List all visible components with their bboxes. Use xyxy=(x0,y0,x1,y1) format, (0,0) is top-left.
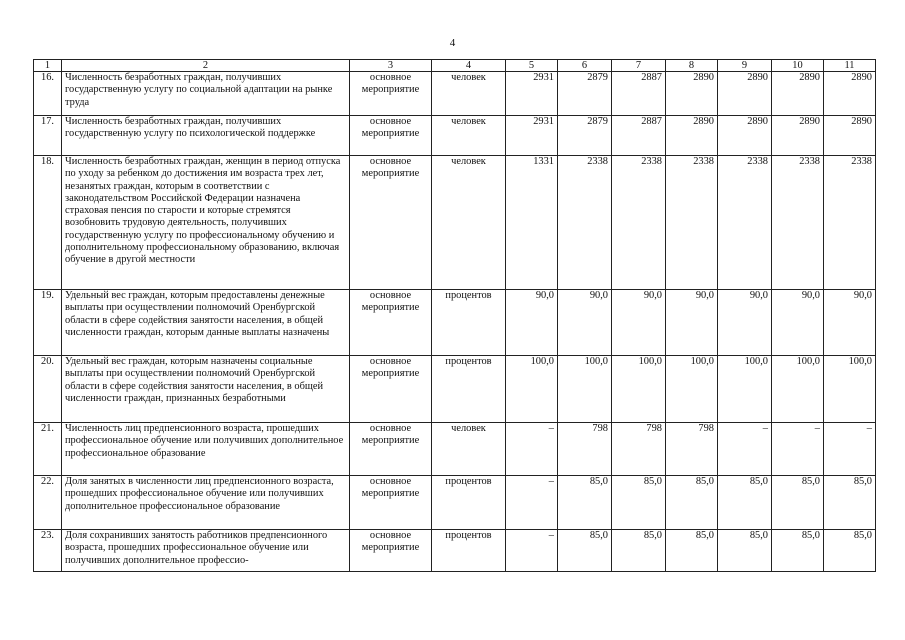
value-cell: 2890 xyxy=(824,72,876,116)
unit-of-measure: процентов xyxy=(432,530,506,572)
value-cell: 2887 xyxy=(612,72,666,116)
value-cell: 90,0 xyxy=(558,290,612,356)
value-cell: – xyxy=(824,423,876,476)
value-cell: 85,0 xyxy=(772,476,824,530)
value-cell: – xyxy=(506,423,558,476)
unit-of-measure: процентов xyxy=(432,290,506,356)
row-number: 22. xyxy=(34,476,62,530)
value-cell: 2887 xyxy=(612,116,666,156)
indicator-name: Численность лиц предпенсионного возраста, прошедших профессиональное обучение или получивших дополнительное профессиональное образование xyxy=(62,423,350,476)
column-header: 6 xyxy=(558,60,612,72)
value-cell: 100,0 xyxy=(506,356,558,423)
unit-of-measure: человек xyxy=(432,423,506,476)
value-cell: 2338 xyxy=(772,156,824,290)
row-number: 17. xyxy=(34,116,62,156)
value-cell: 2879 xyxy=(558,72,612,116)
column-header: 2 xyxy=(62,60,350,72)
column-header: 4 xyxy=(432,60,506,72)
value-cell: 85,0 xyxy=(612,476,666,530)
table-row xyxy=(34,476,876,530)
table-row xyxy=(34,72,876,116)
column-header: 8 xyxy=(666,60,718,72)
table-row xyxy=(34,530,876,572)
value-cell: 90,0 xyxy=(824,290,876,356)
value-cell: 85,0 xyxy=(718,530,772,572)
column-header: 5 xyxy=(506,60,558,72)
indicator-name: Численность безработных граждан, получивших государственную услугу по психологической поддержке xyxy=(62,116,350,156)
unit-of-measure: человек xyxy=(432,156,506,290)
value-cell: 2890 xyxy=(772,116,824,156)
header-row xyxy=(34,60,876,72)
column-header: 1 xyxy=(34,60,62,72)
value-cell: 2890 xyxy=(718,72,772,116)
value-cell: 2879 xyxy=(558,116,612,156)
value-cell: 90,0 xyxy=(506,290,558,356)
value-cell: – xyxy=(718,423,772,476)
table-row xyxy=(34,156,876,290)
activity-type: основное мероприятие xyxy=(350,356,432,423)
value-cell: 100,0 xyxy=(666,356,718,423)
value-cell: 2890 xyxy=(824,116,876,156)
value-cell: 2338 xyxy=(824,156,876,290)
indicators-table xyxy=(33,59,876,572)
value-cell: 85,0 xyxy=(558,530,612,572)
activity-type: основное мероприятие xyxy=(350,290,432,356)
value-cell: 90,0 xyxy=(612,290,666,356)
row-number: 16. xyxy=(34,72,62,116)
value-cell: – xyxy=(506,530,558,572)
value-cell: 2890 xyxy=(666,116,718,156)
activity-type: основное мероприятие xyxy=(350,476,432,530)
column-header: 9 xyxy=(718,60,772,72)
indicator-name: Численность безработных граждан, получивших государственную услугу по социальной адаптации на рынке труда xyxy=(62,72,350,116)
value-cell: 2890 xyxy=(666,72,718,116)
unit-of-measure: процентов xyxy=(432,356,506,423)
value-cell: – xyxy=(506,476,558,530)
column-header: 11 xyxy=(824,60,876,72)
value-cell: 1331 xyxy=(506,156,558,290)
value-cell: 798 xyxy=(612,423,666,476)
value-cell: 85,0 xyxy=(824,476,876,530)
value-cell: 100,0 xyxy=(612,356,666,423)
unit-of-measure: человек xyxy=(432,116,506,156)
value-cell: 85,0 xyxy=(718,476,772,530)
table-row xyxy=(34,423,876,476)
row-number: 21. xyxy=(34,423,62,476)
page-number: 4 xyxy=(449,37,456,49)
row-number: 20. xyxy=(34,356,62,423)
value-cell: 2338 xyxy=(612,156,666,290)
value-cell: 2338 xyxy=(558,156,612,290)
activity-type: основное мероприятие xyxy=(350,423,432,476)
value-cell: – xyxy=(772,423,824,476)
value-cell: 100,0 xyxy=(558,356,612,423)
value-cell: 2338 xyxy=(666,156,718,290)
row-number: 18. xyxy=(34,156,62,290)
value-cell: 85,0 xyxy=(612,530,666,572)
value-cell: 90,0 xyxy=(718,290,772,356)
value-cell: 100,0 xyxy=(824,356,876,423)
activity-type: основное мероприятие xyxy=(350,116,432,156)
table-row xyxy=(34,356,876,423)
column-header: 7 xyxy=(612,60,666,72)
value-cell: 90,0 xyxy=(772,290,824,356)
column-header: 3 xyxy=(350,60,432,72)
table-row xyxy=(34,290,876,356)
unit-of-measure: процентов xyxy=(432,476,506,530)
value-cell: 2890 xyxy=(772,72,824,116)
row-number: 23. xyxy=(34,530,62,572)
value-cell: 90,0 xyxy=(666,290,718,356)
value-cell: 85,0 xyxy=(772,530,824,572)
value-cell: 2338 xyxy=(718,156,772,290)
table-row xyxy=(34,116,876,156)
indicator-name: Численность безработных граждан, женщин в период отпуска по уходу за ребенком до достижения им возраста трех лет, незанятых граждан, которым в соответствии с законодательством Российской Федерации назначена страховая пенсия по старости и которые стремятся возобновить трудовую деятельность, получивших государственную услугу по профессиональному обучению и дополнительному профессиональному образованию, включая обучение в другой местности xyxy=(62,156,350,290)
value-cell: 85,0 xyxy=(666,476,718,530)
value-cell: 100,0 xyxy=(718,356,772,423)
value-cell: 798 xyxy=(666,423,718,476)
unit-of-measure: человек xyxy=(432,72,506,116)
indicator-name: Удельный вес граждан, которым предоставлены денежные выплаты при осуществлении полномочий Оренбургской области в сфере содействия занятости населения, в общей численности граждан, которым данные выплаты назначены xyxy=(62,290,350,356)
value-cell: 2890 xyxy=(718,116,772,156)
activity-type: основное мероприятие xyxy=(350,156,432,290)
value-cell: 2931 xyxy=(506,116,558,156)
column-header: 10 xyxy=(772,60,824,72)
activity-type: основное мероприятие xyxy=(350,72,432,116)
indicator-name: Доля сохранивших занятость работников предпенсионного возраста, прошедших профессиональное обучение или получивших дополнительное профессио- xyxy=(62,530,350,572)
value-cell: 85,0 xyxy=(666,530,718,572)
value-cell: 85,0 xyxy=(558,476,612,530)
value-cell: 85,0 xyxy=(824,530,876,572)
value-cell: 100,0 xyxy=(772,356,824,423)
row-number: 19. xyxy=(34,290,62,356)
value-cell: 2931 xyxy=(506,72,558,116)
indicator-name: Удельный вес граждан, которым назначены социальные выплаты при осуществлении полномочий Оренбургской области в сфере содействия занятости населения, в общей численности граждан, признанных безработными xyxy=(62,356,350,423)
value-cell: 798 xyxy=(558,423,612,476)
indicator-name: Доля занятых в численности лиц предпенсионного возраста, прошедших профессиональное обучение или получивших дополнительное профессиональное образование xyxy=(62,476,350,530)
activity-type: основное мероприятие xyxy=(350,530,432,572)
